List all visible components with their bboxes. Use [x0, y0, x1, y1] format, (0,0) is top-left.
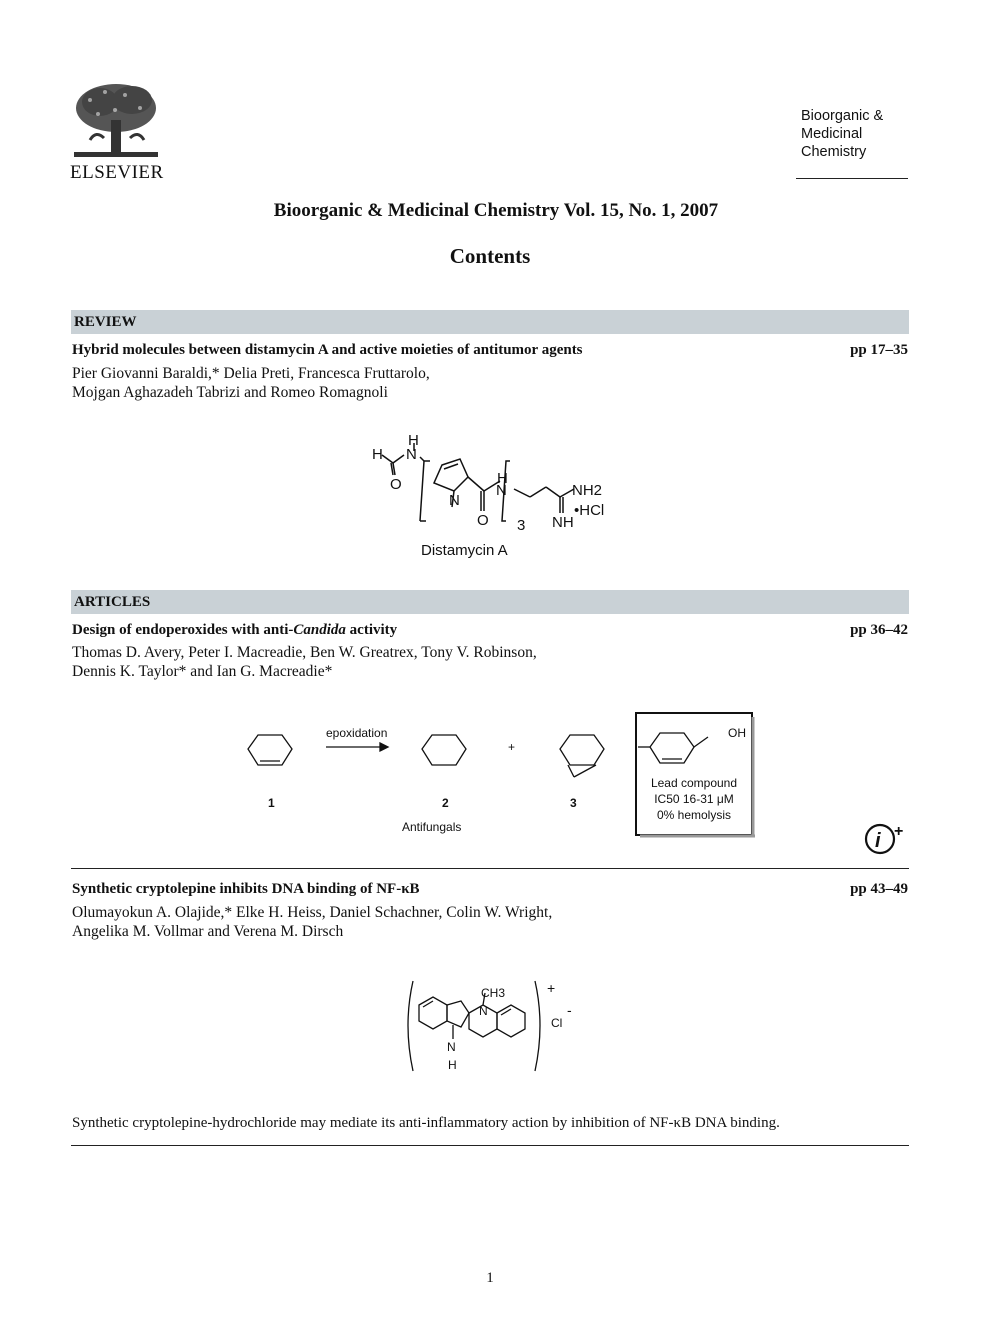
section-label: REVIEW	[74, 314, 137, 330]
section-bar-articles	[71, 590, 909, 614]
section-label: ARTICLES	[74, 594, 151, 610]
structure-subscript: 3	[517, 517, 526, 534]
elsevier-tree-logo	[70, 80, 162, 160]
authors-line: Pier Giovanni Baraldi,* Delia Preti, Francesca Fruttarolo,	[72, 365, 430, 382]
article-authors	[72, 643, 537, 681]
authors-line: Dennis K. Taylor* and Ian G. Macreadie*	[72, 663, 333, 680]
article-divider	[71, 1145, 909, 1146]
structure-atom-label: O	[390, 476, 402, 493]
authors-line: Olumayokun A. Olajide,* Elke H. Heiss, Daniel Schachner, Colin W. Wright,	[72, 904, 553, 921]
structure-atom-label: Cl	[551, 1016, 563, 1030]
info-plus-icon[interactable]	[864, 822, 910, 856]
lead-box-line: 0% hemolysis	[656, 808, 732, 822]
svg-text:i: i	[875, 830, 881, 852]
article-title-link[interactable]: Synthetic cryptolepine inhibits DNA binding of NF-κB	[72, 881, 420, 897]
structure-atom-label: N	[496, 482, 507, 499]
authors-line: Angelika M. Vollmar and Verena M. Dirsch	[72, 923, 344, 940]
authors-line: Thomas D. Avery, Peter I. Macreadie, Ben W. Greatrex, Tony V. Robinson,	[72, 644, 537, 661]
journal-name-rule	[796, 178, 908, 179]
reaction-arrow-label: epoxidation	[326, 726, 388, 740]
article-authors	[72, 364, 430, 402]
structure-atom-label: N	[447, 1040, 456, 1054]
article-divider	[71, 868, 909, 869]
article-authors	[72, 903, 552, 941]
article-pages: pp 17–35	[850, 342, 908, 358]
title-text: Design of endoperoxides with anti-	[72, 622, 294, 638]
figure-caption: Synthetic cryptolepine-hydrochloride may mediate its anti-inflammatory action by inhibition of NF-κB DNA binding.	[72, 1115, 780, 1131]
article-pages: pp 43–49	[850, 881, 908, 897]
plus-sign: +	[508, 740, 516, 754]
issue-line: Bioorganic & Medicinal Chemistry Vol. 15, No. 1, 2007	[273, 200, 719, 221]
figure-caption: Distamycin A	[421, 542, 508, 559]
title-italic-text: Candida	[293, 622, 346, 638]
structure-atom-label: N	[479, 1004, 488, 1018]
lead-box-line: IC50 16-31 μM	[654, 792, 734, 806]
authors-line: Mojgan Aghazadeh Tabrizi and Romeo Romagnoli	[72, 384, 388, 401]
page-title: Contents	[449, 244, 531, 268]
structure-atom-label: NH2	[572, 482, 603, 499]
structure-atom-label: OH	[728, 726, 746, 740]
cryptolepine-structure-figure	[395, 975, 595, 1085]
structure-atom-label: O	[477, 512, 489, 529]
charge-label: +	[547, 980, 556, 996]
page-number: 1	[486, 1270, 494, 1286]
group-label: Antifungals	[402, 820, 462, 834]
lead-box-line: Lead compound	[650, 776, 738, 790]
compound-number: 3	[570, 796, 577, 810]
endoperoxide-scheme-figure	[220, 705, 760, 845]
structure-atom-label: H	[448, 1058, 457, 1072]
structure-atom-label: H	[372, 446, 383, 463]
structure-atom-label: N	[449, 492, 460, 509]
article-title-link[interactable]	[72, 622, 397, 639]
article-title-link[interactable]: Hybrid molecules between distamycin A and active moieties of antitumor agents	[72, 342, 583, 358]
publisher-name: ELSEVIER	[70, 162, 164, 183]
distamycin-structure-figure	[360, 425, 630, 565]
structure-atom-label: H	[497, 470, 508, 487]
structure-atom-label: NH	[552, 514, 574, 531]
structure-atom-label: N	[406, 446, 417, 463]
section-bar-review	[71, 310, 909, 334]
article-pages: pp 36–42	[850, 622, 908, 638]
structure-atom-label: H	[408, 432, 419, 449]
structure-atom-label: CH3	[481, 986, 506, 1000]
journal-name-line: Bioorganic &	[801, 108, 884, 124]
journal-name-block	[801, 107, 883, 161]
structure-salt-label: •HCl	[574, 502, 605, 519]
journal-name-line: Medicinal	[801, 126, 863, 142]
title-text: activity	[345, 622, 398, 638]
journal-name-line: Chemistry	[801, 144, 867, 160]
charge-label: -	[567, 1002, 572, 1018]
svg-text:+: +	[894, 823, 904, 840]
compound-number: 2	[442, 796, 449, 810]
compound-number: 1	[268, 796, 275, 810]
